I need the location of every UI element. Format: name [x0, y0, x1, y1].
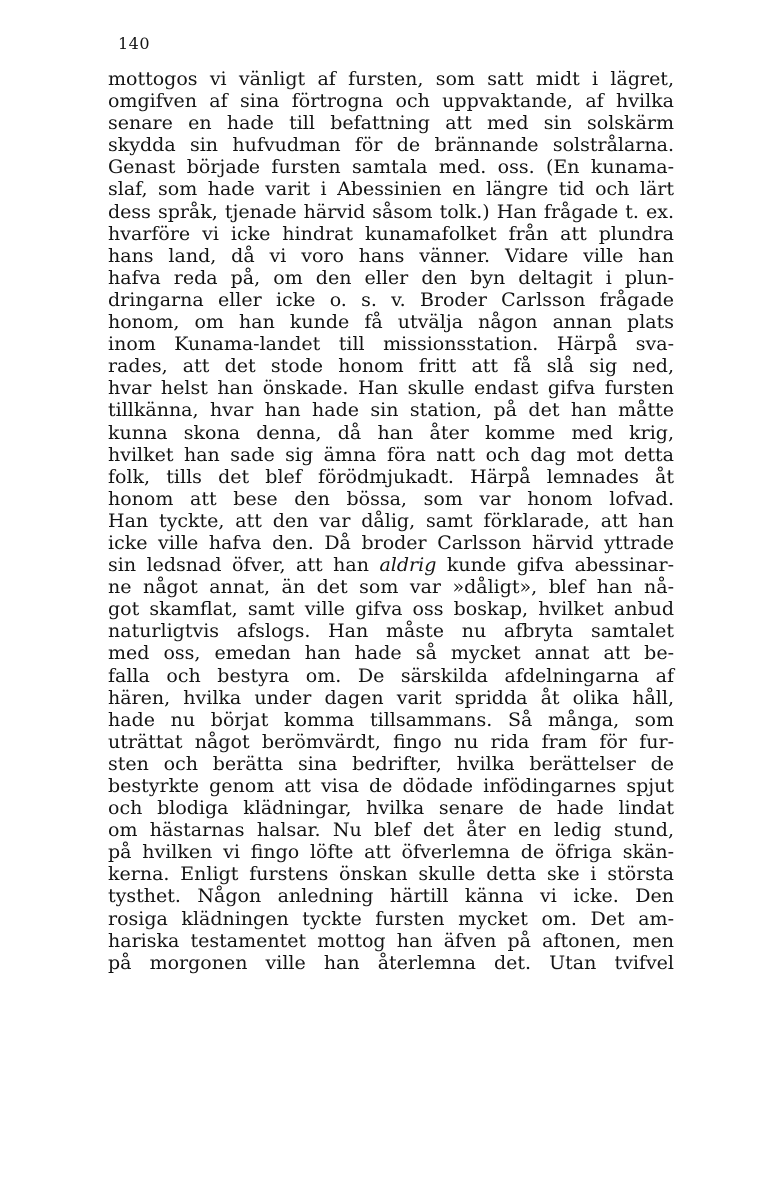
text-line: slaf, som hade varit i Abessinien en längre tid och lärt: [108, 178, 674, 201]
text-line: dringarna eller icke o. s. v. Broder Carlsson frågade: [108, 288, 674, 311]
text-line: hans land, då vi voro hans vänner. Vidare ville han: [108, 244, 674, 267]
text-line: hvarföre vi icke hindrat kunamafolket från att plundra: [108, 222, 674, 245]
text-line: folk, tills det blef förödmjukadt. Härpå lemnades åt: [108, 465, 674, 488]
text-line: hären, hvilka under dagen varit spridda åt olika håll,: [108, 686, 674, 709]
text-segment: sin ledsnad öfver, att han: [108, 554, 380, 577]
text-line: kunna skona denna, då han åter komme med krig,: [108, 421, 674, 444]
text-line: uträttat något berömvärdt, fingo nu rida fram för fur-: [108, 730, 674, 753]
text-segment: kunde gifva abessinar-: [436, 554, 674, 577]
text-line: tysthet. Någon anledning härtill känna vi icke. Den: [108, 885, 674, 908]
text-line: sten och berätta sina bedrifter, hvilka berättelser de: [108, 752, 674, 775]
text-line: hafva reda på, om den eller den byn deltagit i plun-: [108, 266, 674, 289]
text-line: ne något annat, än det som var »dåligt», blef han nå-: [108, 576, 674, 599]
text-line: skydda sin hufvudman för de brännande solstrålarna.: [108, 134, 674, 157]
body-text: [108, 68, 674, 974]
text-line: honom, om han kunde få utvälja någon annan plats: [108, 311, 674, 334]
text-line: falla och bestyra om. De särskilda afdelningarna af: [108, 664, 674, 687]
page-number: 140: [118, 34, 151, 53]
text-line: senare en hade till befattning att med sin solskärm: [108, 112, 674, 135]
text-line: rades, att det stode honom fritt att få slå sig ned,: [108, 355, 674, 378]
text-line: hade nu börjat komma tillsammans. Så många, som: [108, 708, 674, 731]
text-line: tillkänna, hvar han hade sin station, på det han måtte: [108, 399, 674, 422]
text-line: naturligtvis afslogs. Han måste nu afbryta samtalet: [108, 620, 674, 643]
text-line: Genast började fursten samtala med. oss. (En kunama-: [108, 156, 674, 179]
text-line: got skamflat, samt ville gifva oss boskap, hvilket anbud: [108, 598, 674, 621]
text-line: Han tyckte, att den var dålig, samt förklarade, att han: [108, 509, 674, 532]
text-line: på morgonen ville han återlemna det. Utan tvifvel: [108, 951, 674, 974]
text-line: bestyrkte genom att visa de dödade infödingarnes spjut: [108, 775, 674, 797]
text-line: omgifven af sina förtrogna och uppvaktande, af hvilka: [108, 90, 674, 113]
text-line: hariska testamentet mottog han äfven på aftonen, men: [108, 929, 674, 952]
text-line: kerna. Enligt furstens önskan skulle detta ske i största: [108, 863, 674, 886]
text-line: rosiga klädningen tyckte fursten mycket om. Det am-: [108, 907, 674, 930]
text-line: hvilket han sade sig ämna föra natt och dag mot detta: [108, 443, 674, 466]
text-line: icke ville hafva den. Då broder Carlsson härvid yttrade: [108, 531, 674, 554]
emphasized-word: aldrig: [379, 554, 437, 577]
text-line: inom Kunama-landet till missionsstation. Härpå sva-: [108, 333, 674, 356]
text-line: honom att bese den bössa, som var honom lofvad.: [108, 487, 674, 510]
text-line: på hvilken vi fingo löfte att öfverlemna de öfriga skän-: [108, 841, 674, 864]
text-line: dess språk, tjenade härvid såsom tolk.) Han frågade t. ex.: [108, 200, 674, 223]
text-line: och blodiga klädningar, hvilka senare de hade lindat: [108, 797, 674, 820]
text-line: [108, 554, 674, 576]
text-line: med oss, emedan han hade så mycket annat att be-: [108, 642, 674, 665]
text-line: hvar helst han önskade. Han skulle endast gifva fursten: [108, 377, 674, 400]
text-line: om hästarnas halsar. Nu blef det åter en ledig stund,: [108, 819, 674, 842]
text-line: mottogos vi vänligt af fursten, som satt midt i lägret,: [108, 68, 674, 90]
